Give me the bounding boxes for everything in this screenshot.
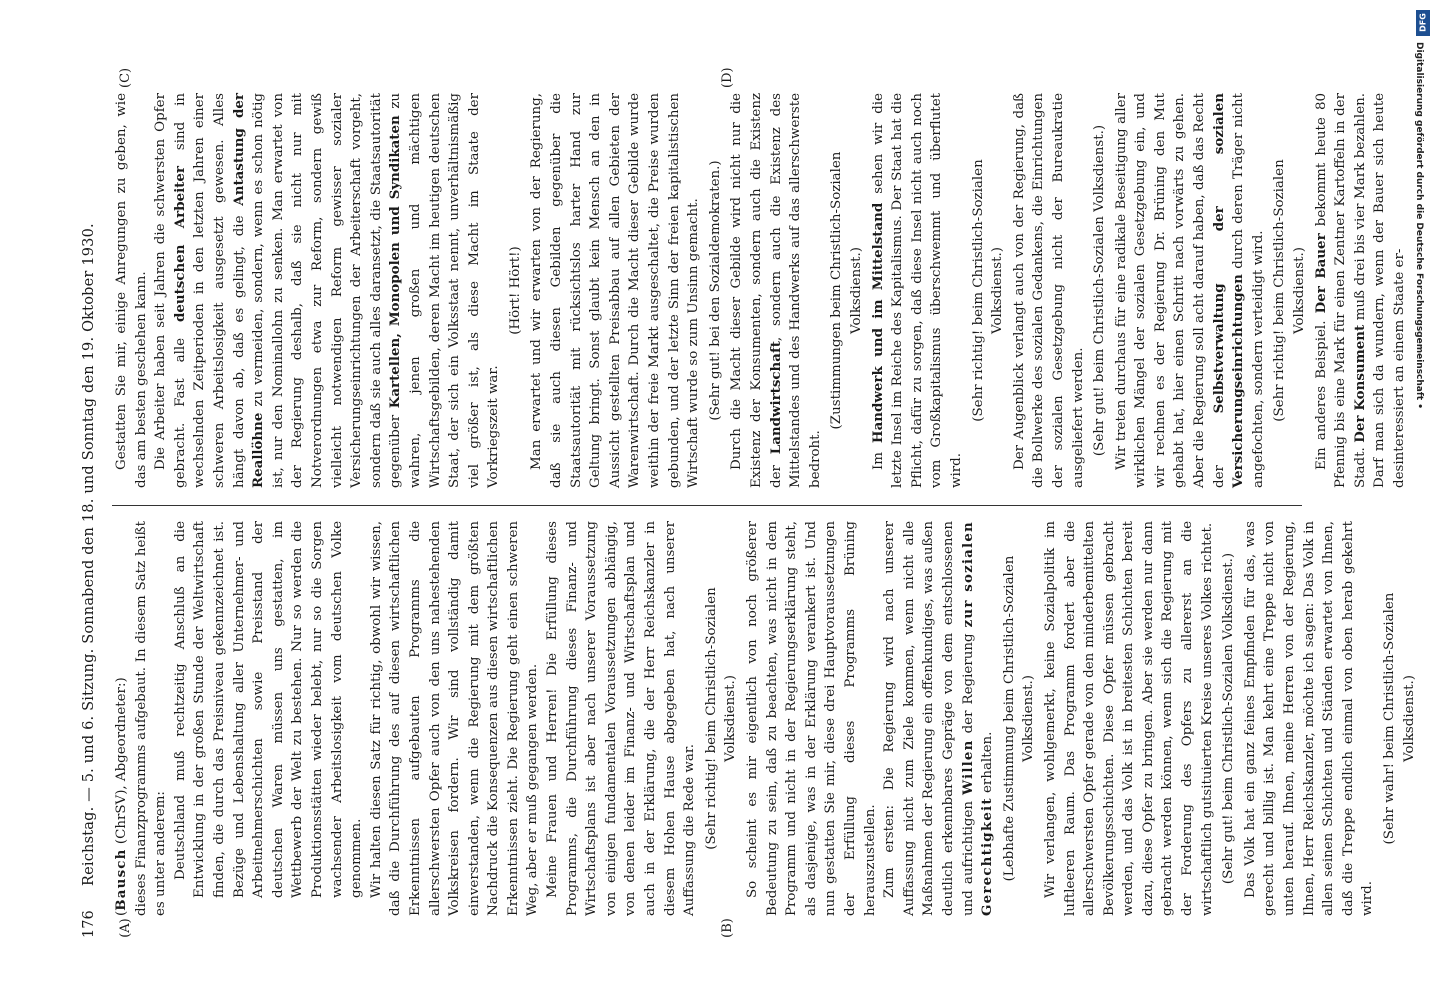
- interjection: (Sehr richtig! beim Christlich-Sozialen Volksdienst.): [1272, 159, 1308, 422]
- emphasis: Selbstverwaltung der sozialen Versicherungseinrichtungen: [1210, 93, 1247, 488]
- quote-paragraph: Deutschland muß rechtzeitig Anschluß an die Entwicklung in der großen Stunde der Weltwirtschaft finden, die durch das Preisniveau gekennzeichnet ist. Bezüge und Lebenshaltung aller Unternehmer- und Arbeitnehmerschichten sowie Preisstand der deutschen Waren müssen uns gestatten, im Wettbewerb der Welt zu bestehen. Nur so werden die Produktionsstätten wieder belebt, nur so die Sorgen wachsender Arbeitslosigkeit vom deutschen Volke genommen.: [172, 521, 365, 898]
- interjection: (Sehr gut! beim Christlich-Sozialen Volksdienst.): [1092, 124, 1108, 457]
- paragraph: Das Volk hat ein ganz feines Empfinden für das, was gerecht und billig ist. Man kehrt eine Treppe nicht von unten herauf. Ihnen, meine Herren von der Regierung, Ihnen, Herr Reichskanzler, möchte ich sagen: Das Volk in allen seinen Schichten und Ständen erwartet von Ihnen, daß die Treppe endlich einmal von oben herab gekehrt wird.: [1242, 521, 1376, 916]
- running-header: Reichstag. — 5. und 6. Sitzung. Sonnabend den 18. und Sonntag den 19. Oktober 1930.: [81, 223, 97, 886]
- page-number: 176: [81, 910, 97, 938]
- paragraph: Man erwartet und wir erwarten von der Regierung, daß sie auch diesen Gebilden gegenüber die Staatsautorität mit rücksichtslos harter Hand zur Geltung bringt. Sonst glaubt kein Mensch an den in Aussicht gestellten Preisabbau auf allen Gebieten der Warenwirtschaft. Durch die Macht dieser Gebilde wurde weithin der freie Markt ausgeschaltet, die Preise wurden gebunden, und der letzte Sinn der freien kapitalistischen Wirtschaft wurde so zum Unsinn gemacht.: [529, 93, 702, 488]
- paragraph: [1312, 93, 1410, 488]
- text-run: Im: [870, 443, 886, 470]
- text-run: der Regierung: [960, 627, 976, 740]
- text-run: Die Arbeiter haben seit Jahren die schwersten Opfer gebracht. Fast alle: [153, 93, 188, 488]
- speaker-party: (ChrSV), Abgeordneter:: [114, 682, 129, 849]
- margin-mark-b: (B): [720, 918, 735, 938]
- text-run: Durch die Macht dieser Gebilde wird nicht nur die Existenz der Konsumenten, sondern auch die Existenz der: [729, 93, 784, 488]
- text-run: durch deren Träger nicht angefochten, sondern verteidigt wird.: [1231, 93, 1266, 488]
- paragraph: Der Augenblick verlangt auch von der Regierung, daß die Bollwerke des sozialen Gedankens, die Einrichtungen der sozialen Gesetzgebung nicht der Bureaukratie ausgeliefert werden.: [1011, 93, 1086, 488]
- interjection: (Sehr wahr! beim Christlich-Sozialen Volksdienst.): [1382, 592, 1417, 845]
- interjection: (Sehr gut! bei den Sozialdemokraten.): [707, 160, 723, 421]
- interjection: (Sehr richtig! beim Christlich-Sozialen Volksdienst.): [703, 587, 739, 850]
- digitization-sidebar: [1416, 4, 1432, 994]
- text-run: bekommt heute 80 Pfennig bis eine Mark für einen Zentner Kartoffeln in der Stadt.: [1313, 93, 1368, 488]
- text-run: sind in wechselnden Zeitperioden in den letzten Jahren einer schweren Arbeitslosigkeit ausgesetzt gewesen. Alles hängt davon ab, daß es gelingt, die: [172, 93, 247, 488]
- emphasis: zur sozialen Gerechtigkeit: [959, 521, 996, 916]
- margin-mark-d: (D): [720, 67, 735, 88]
- paragraph: Gestatten Sie mir, einige Anregungen zu geben, wie das am besten geschehen kann.: [114, 93, 149, 488]
- text-run: , sondern auch die Existenz des Mittelstandes und des Handwerks auf das allerschwerste bedroht.: [768, 92, 823, 488]
- page-header: [78, 68, 104, 938]
- emphasis: Kartellen, Monopolen und Syndikaten: [387, 115, 404, 409]
- paragraph: Meine Frauen und Herren! Die Erfüllung dieses Programms, die Durchführung dieses Finanz- und Wirtschaftsplans ist aber nach unserer Voraussetzung von einigen fundamentalen Voraussetzungen abhängig, von denen leider im Finanz- und Wirtschaftsplan und auch in der Erklärung, die der Herr Reichskanzler in diesem Hohen Hause abgegeben hat, nach unserer Auffassung die Rede war.: [545, 521, 698, 916]
- interjection: (Hört! Hört!): [507, 246, 523, 335]
- dfg-logo-text: DFG: [1418, 13, 1428, 32]
- emphasis: Der Bauer: [1312, 233, 1329, 314]
- speaker-line: (Bausch (ChrSV), Abgeordneter:): [113, 677, 129, 916]
- text-run: sehen wir die letzte Insel im Reiche des Kapitalismus. Der Staat hat die Pflicht, dafür zu sorgen, daß diese Insel nicht auch noch vom Großkapitalismus überschwemmt und überflutet wird.: [870, 93, 964, 488]
- left-column: [112, 521, 1417, 916]
- column-divider: [112, 505, 1302, 506]
- interjection: (Sehr gut! beim Christlich-Sozialen Volksdienst.): [1221, 552, 1237, 885]
- emphasis: Antastung der Reallöhne: [230, 93, 267, 488]
- text-run: Ein anderes Beispiel.: [1313, 313, 1329, 470]
- paragraph: [727, 93, 825, 488]
- paragraph: [151, 93, 504, 488]
- paragraph: [1112, 93, 1269, 488]
- emphasis: Der Konsument: [1351, 324, 1368, 443]
- interjection: (Zustimmungen beim Christlich-Sozialen Volksdienst.): [829, 151, 864, 430]
- paragraph: Wir verlangen, wohlgemerkt, keine Sozialpolitik im luftleeren Raum. Das Programm fordert aber die allerschwersten Opfer gerade von den minderbemittelten Bevölkerungsschichten. Diese Opfer müssen gebracht werden, und das Volk ist in breitesten Schichten bereit dazu, diese Opfer zu bringen. Aber sie werden nur dann gebracht werden können, wenn sich die Regierung mit der Forderung des Opfers zu allererst an die wirtschaftlich gutsituierten Kreise unseres Volkes richtet.: [1042, 521, 1215, 916]
- interjection: (Lebhafte Zustimmung beim Christlich-Sozialen Volksdienst.): [1001, 555, 1037, 882]
- interjection: (Sehr richtig! beim Christlich-Sozialen Volksdienst.): [970, 159, 1006, 422]
- text-run: Wir treten durchaus für eine radikale Beseitigung aller wirklichen Mängel der sozialen Gesetzgebung ein, und wir rechnen es der Regierung Dr. Brüning den Mut gehabt hat, hier einen Schritt nach vorwärts zu gehen. Aber die Regierung soll acht darauf haben, daß das Recht der: [1113, 93, 1227, 488]
- margin-mark-c: (C): [118, 67, 133, 88]
- text-run: Zum ersten: Die Regierung wird nach unserer Auffassung nicht zum Ziele kommen, wenn nicht alle Maßnahmen der Regierung ein offenkundiges, was außen deutlich erkennbares Gepräge von dem entschlossenen und aufrichtigen: [882, 521, 976, 916]
- paragraph: dieses Finanzprogramms aufgebaut. In diesem Satz heißt es unter anderem:: [133, 521, 169, 916]
- emphasis: Willen: [959, 739, 976, 795]
- emphasis: Landwirtschaft: [767, 341, 784, 455]
- text-run: zu wahren, jenen großen und mächtigen Wirtschaftsgebilden, deren Macht im heutigen deutschen Staat, der sich ein Volksstaat nennt, unverhältnismäßig viel größer ist, als diese Macht im Staate der Vorkriegszeit war.: [388, 92, 502, 488]
- paragraph: [880, 521, 998, 916]
- rotated-page: [78, 67, 1417, 938]
- text-run: zu vermeiden, sondern, wenn es schon nötig ist, nur den Nominallohn zu senken. Man erwartet von der Regierung deshalb, daß sie nicht nur mit Notverordnungen etwa zur Reform, sondern gewiß vielleicht notwendigen Reform gewisser sozialer Versicherungseinrichtungen der Arbeiterschaft vorgeht, sondern daß sie auch alles daransetzt, die Staatsautorität gegenüber: [251, 93, 404, 488]
- text-run: erhalten.: [980, 731, 996, 798]
- funding-credit: Digitalisierung gefördert durch die Deutsche Forschungsgemeinschaft •: [1414, 42, 1424, 409]
- margin-mark-a: (A): [118, 918, 133, 938]
- paragraph: So scheint es mir eigentlich von noch größerer Bedeutung zu sein, daß zu beachten, was nicht in dem Programm und nicht in der Regierungserklärung steht, als dasjenige, was in der Erklärung verankert ist. Und nun gestatten Sie mir, diese drei Hauptvoraussetzungen der Erfüllung dieses Programms Brüning herauszustellen.: [745, 521, 878, 916]
- emphasis: deutschen Arbeiter: [171, 166, 188, 323]
- emphasis: Handwerk und im Mittelstand: [869, 202, 886, 444]
- paragraph: Wir halten diesen Satz für richtig, obwohl wir wissen, daß die Durchführung des auf diesen wirtschaftlichen Erkenntnissen aufgebauten Programms die allerschwersten Opfer auch von den uns nahestehenden Volkskreisen fordern. Wir sind vollständig damit einverstanden, wenn die Regierung mit dem größten Nachdruck die Konsequenzen aus diesen wirtschaftlichen Erkenntnissen zieht. Die Regierung geht einen schweren Weg, aber er muß gegangen werden.: [368, 521, 541, 916]
- speaker-name: Bausch: [113, 848, 129, 911]
- dfg-logo: [1416, 10, 1430, 36]
- text-run: muß drei bis vier Mark bezahlen. Darf man sich da wundern, wenn der Bauer sich heute desinteressiert an einem Staate er-: [1352, 93, 1407, 488]
- paragraph: [869, 93, 967, 488]
- right-column: [112, 92, 1407, 488]
